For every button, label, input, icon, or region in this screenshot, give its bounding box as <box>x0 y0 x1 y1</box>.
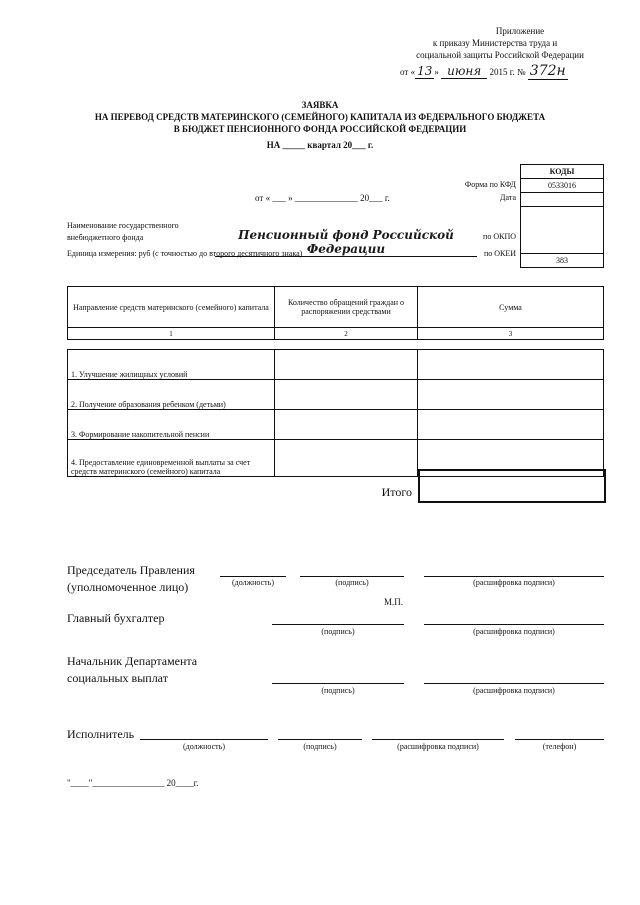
row-label: 1. Улучшение жилищных условий <box>68 350 275 380</box>
signature-caption: (подпись) <box>303 742 337 751</box>
sum-cell[interactable] <box>418 380 604 410</box>
chairman-title-1: Председатель Правления <box>67 563 195 577</box>
footer-date: "____"________________ 20____г. <box>67 778 199 788</box>
signature-line[interactable] <box>272 683 404 684</box>
column-header-direction: Направление средств материнского (семейного) капитала <box>68 287 275 328</box>
column-number: 1 <box>68 328 275 340</box>
document-subtitle-1: НА ПЕРЕВОД СРЕДСТВ МАТЕРИНСКОГО (СЕМЕЙНОГО) КАПИТАЛА ИЗ ФЕДЕРАЛЬНОГО БЮДЖЕТА <box>94 112 546 122</box>
date-label: Дата <box>500 193 516 202</box>
decoding-line[interactable] <box>424 683 604 684</box>
capital-transfer-table <box>67 286 604 477</box>
handwritten-month: июня <box>441 64 487 79</box>
column-number: 3 <box>418 328 604 340</box>
table-row <box>68 380 604 410</box>
dept-head-title-2: социальных выплат <box>67 671 168 685</box>
chairman-title-2: (уполномоченное лицо) <box>67 580 189 594</box>
document-subtitle-2: В БЮДЖЕТ ПЕНСИОННОГО ФОНДА РОССИЙСКОЙ ФЕДЕРАЦИИ <box>173 124 467 134</box>
org-name-value: Пенсионный фонд Российской Федерации <box>215 228 477 257</box>
okei-code: 383 <box>520 253 604 268</box>
dept-head-title-1: Начальник Департамента <box>67 654 198 668</box>
row-label: 4. Предоставление единовременной выплаты за счет средств материнского (семейного) капитала <box>68 440 275 477</box>
unit-label: Единица измерения: руб (с точностью до второго десятичного знака) <box>67 249 303 258</box>
table-row <box>68 410 604 440</box>
okei-label: по ОКЕИ <box>483 249 516 258</box>
phone-caption: (телефон) <box>542 742 577 751</box>
total-label: Итого <box>381 485 412 499</box>
date-year: 2015 г. № <box>489 67 526 77</box>
signature-caption: (подпись) <box>335 578 369 587</box>
document-title: ЗАЯВКА <box>301 100 339 110</box>
signature-caption: (подпись) <box>321 686 355 695</box>
codes-box <box>520 165 604 268</box>
position-caption: (должность) <box>232 578 274 587</box>
signature-line[interactable] <box>300 576 404 577</box>
decoding-caption: (расшифровка подписи) <box>473 578 555 587</box>
signature-line[interactable] <box>278 739 362 740</box>
handwritten-day: 13 <box>417 64 433 78</box>
kfd-code: 0533016 <box>520 178 604 193</box>
phone-line[interactable] <box>515 739 604 740</box>
date-prefix: от « <box>400 67 416 77</box>
signature-line[interactable] <box>272 624 404 625</box>
kfd-label: Форма по КФД <box>464 180 516 189</box>
count-cell[interactable] <box>275 440 418 477</box>
column-header-sum: Сумма <box>418 287 604 328</box>
count-cell[interactable] <box>275 350 418 380</box>
date-code <box>520 192 604 207</box>
row-label: 3. Формирование накопительной пенсии <box>68 410 275 440</box>
decoding-caption: (расшифровка подписи) <box>473 686 555 695</box>
count-cell[interactable] <box>275 380 418 410</box>
org-label-1: Наименование государственного <box>67 221 179 230</box>
appendix-title: Приложение <box>495 26 545 36</box>
total-sum-cell[interactable] <box>418 469 606 503</box>
decoding-line[interactable] <box>372 739 504 740</box>
handwritten-order-number: 372н <box>529 63 566 79</box>
decoding-caption: (расшифровка подписи) <box>473 627 555 636</box>
decoding-line[interactable] <box>424 576 604 577</box>
position-line[interactable] <box>140 739 268 740</box>
position-caption: (должность) <box>183 742 225 751</box>
row-label: 2. Получение образования ребенком (детьми) <box>68 380 275 410</box>
sum-cell[interactable] <box>418 410 604 440</box>
appendix-order-line: к приказу Министерства труда и <box>432 38 558 48</box>
okpo-label: по ОКПО <box>483 232 516 241</box>
column-number: 2 <box>275 328 418 340</box>
appendix-ministry-line: социальной защиты Российской Федерации <box>416 50 584 60</box>
executor-title: Исполнитель <box>67 727 135 741</box>
codes-header: КОДЫ <box>520 164 604 179</box>
signature-caption: (подпись) <box>321 627 355 636</box>
accountant-title: Главный бухгалтер <box>67 611 165 625</box>
okpo-code <box>520 206 604 254</box>
decoding-caption: (расшифровка подписи) <box>397 742 479 751</box>
stamp-place: М.П. <box>384 597 404 607</box>
count-cell[interactable] <box>275 410 418 440</box>
date-mid: » <box>434 67 439 77</box>
table-row <box>68 350 604 380</box>
appendix-date-line <box>400 63 610 79</box>
org-label-2: внебюджетного фонда <box>67 233 144 242</box>
position-line[interactable] <box>220 576 286 577</box>
decoding-line[interactable] <box>424 624 604 625</box>
column-header-count: Количество обращений граждан о распоряжении средствами <box>275 287 418 328</box>
form-date-line: от « ___ » ______________ 20___ г. <box>255 193 390 203</box>
sum-cell[interactable] <box>418 350 604 380</box>
quarter-line: НА _____ квартал 20___ г. <box>266 140 374 150</box>
